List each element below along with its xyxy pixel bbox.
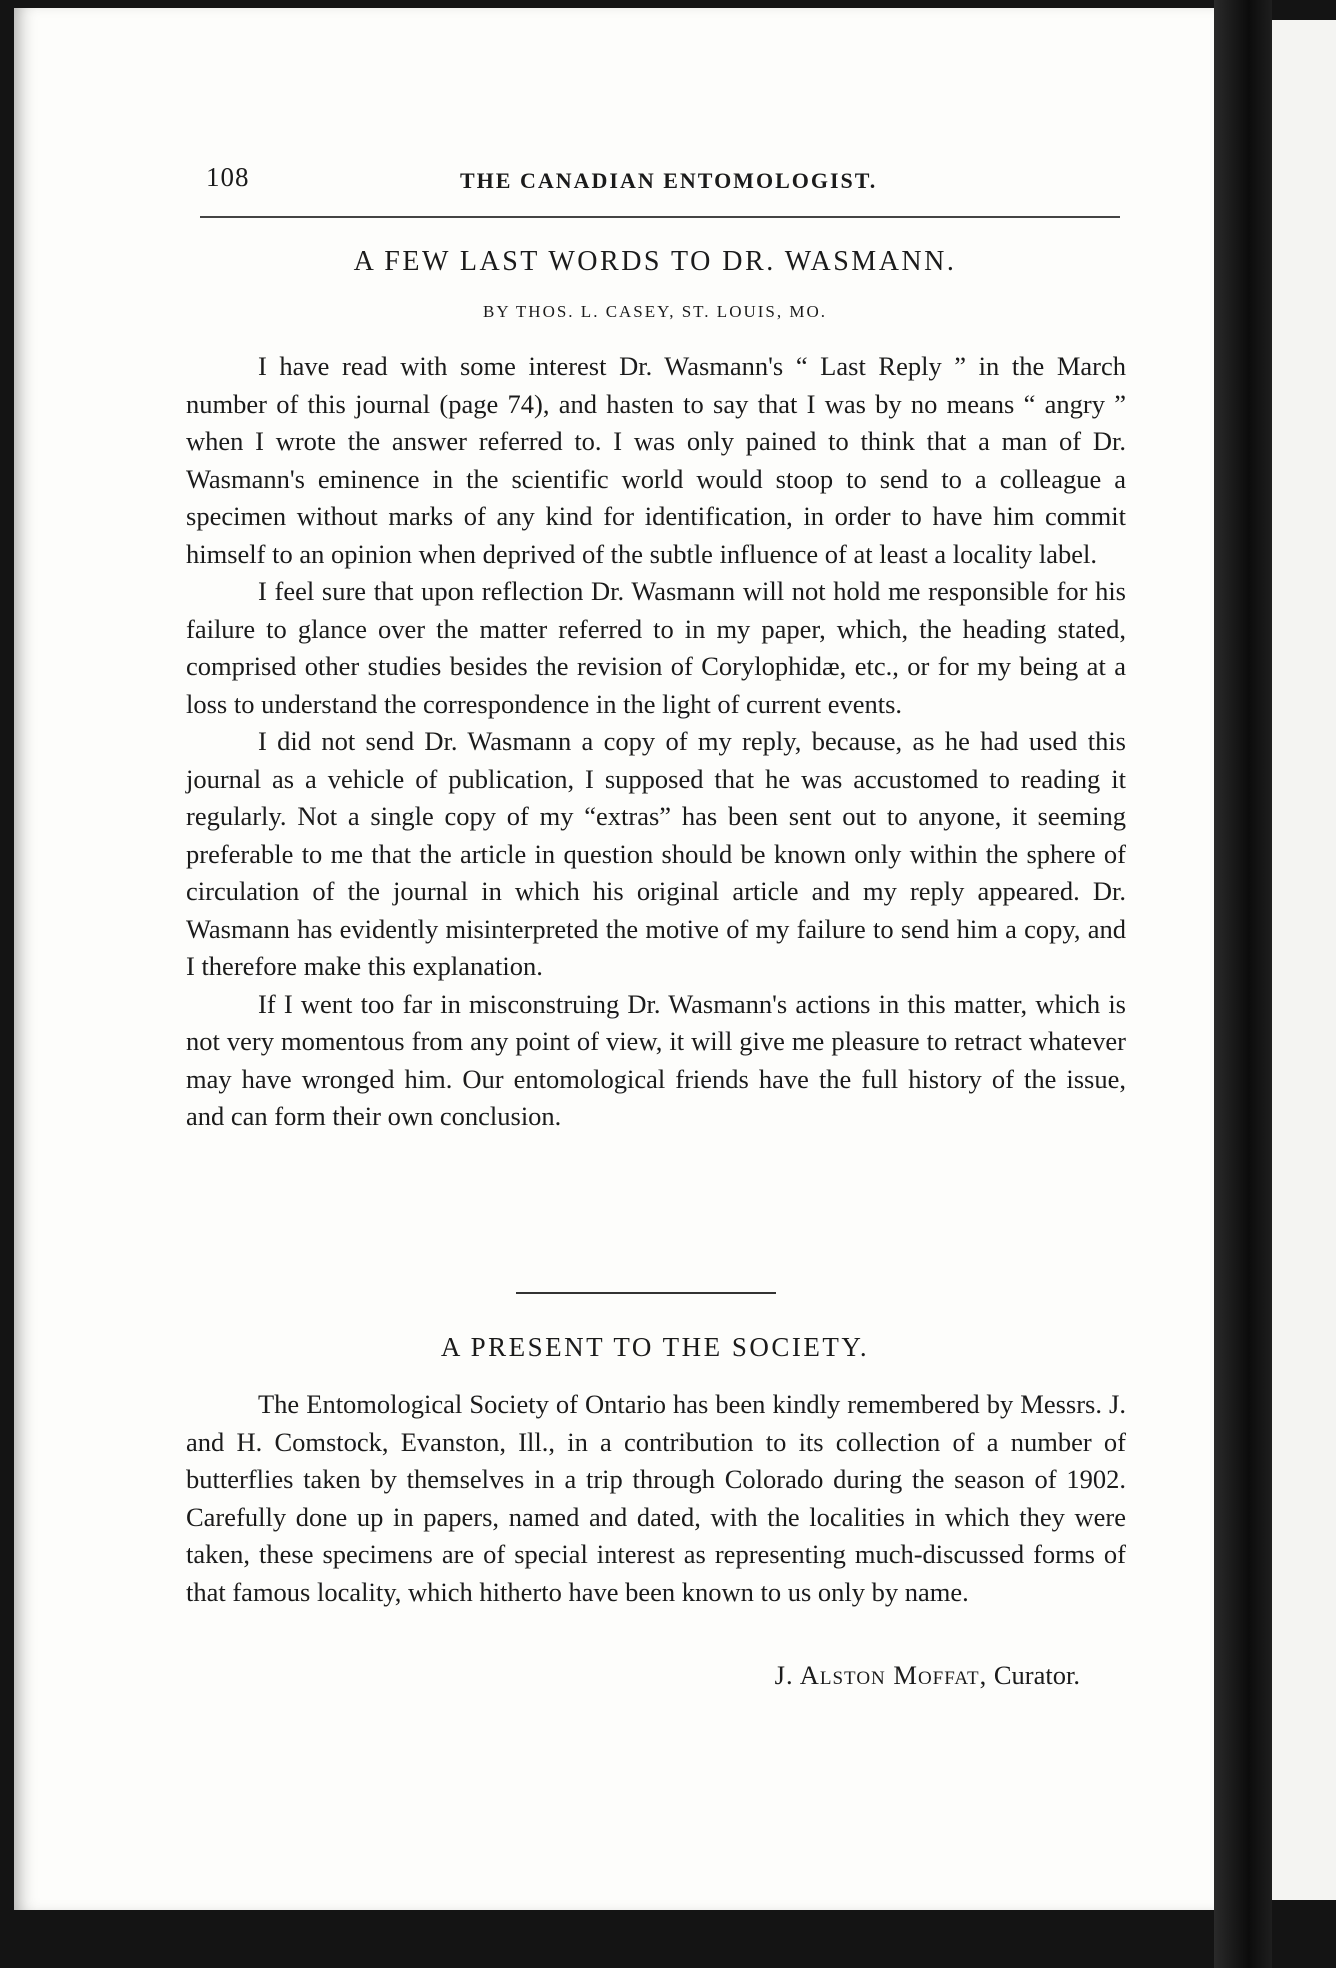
signature	[186, 1660, 1080, 1691]
article-body	[186, 348, 1126, 1136]
paragraph: I feel sure that upon reflection Dr. Wasmann will not hold me responsible for his failure to glance over the matter referred to in my paper, which, the heading stated, comprised other studies besides the revision of Corylophidæ, etc., or for my being at a loss to understand the correspondence in the light of current events.	[186, 576, 1126, 719]
signature-role: Curator.	[993, 1660, 1080, 1690]
paragraph: If I went too far in misconstruing Dr. Wasmann's actions in this matter, which is not very momentous from any point of view, it will give me pleasure to retract whatever may have wronged him. Our entomological friends have the full history of the issue, and can form their own conclusion.	[186, 988, 1126, 1131]
section-title: A PRESENT TO THE SOCIETY.	[440, 1332, 870, 1362]
article-byline: BY THOS. L. CASEY, ST. LOUIS, MO.	[482, 302, 828, 321]
facing-page-edge	[1272, 20, 1336, 1900]
book-gutter	[1214, 0, 1272, 1968]
page-number: 108	[206, 162, 250, 192]
journal-title: THE CANADIAN ENTOMOLOGIST.	[460, 168, 878, 193]
notice-body	[186, 1386, 1126, 1611]
paragraph: The Entomological Society of Ontario has been kindly remembered by Messrs. J. and H. Comstock, Evanston, Ill., in a contribution to its collection of a number of butterflies taken by themselves in a trip through Colorado during the season of 1902. Carefully done up in papers, named and dated, with the localities in which they were taken, these specimens are of special interest as representing much-discussed forms of that famous locality, which hitherto have been known to us only by name.	[186, 1389, 1126, 1607]
signature-name: J. Alston Moffat,	[774, 1660, 988, 1690]
header-rule	[200, 216, 1120, 218]
section-divider	[516, 1292, 776, 1294]
paragraph: I did not send Dr. Wasmann a copy of my reply, because, as he had used this journal as a vehicle of publication, I supposed that he was accustomed to reading it regularly. Not a single copy of my “extras” has been sent out to anyone, it seeming preferable to me that the article in question should be known only within the sphere of circulation of the journal in which his original article and my reply appeared. Dr. Wasmann has evidently misinterpreted the motive of my failure to send him a copy, and I therefore make this explanation.	[186, 726, 1126, 981]
article-title: A FEW LAST WORDS TO DR. WASMANN.	[353, 246, 957, 277]
running-header	[190, 158, 1120, 208]
paragraph: I have read with some interest Dr. Wasmann's “ Last Reply ” in the March number of this journal (page 74), and hasten to say that I was by no means “ angry ” when I wrote the answer referred to. I was only pained to think that a man of Dr. Wasmann's eminence in the scientific world would stoop to send to a colleague a specimen without marks of any kind for identification, in order to have him commit himself to an opinion when deprived of the subtle influence of at least a locality label.	[186, 351, 1126, 569]
